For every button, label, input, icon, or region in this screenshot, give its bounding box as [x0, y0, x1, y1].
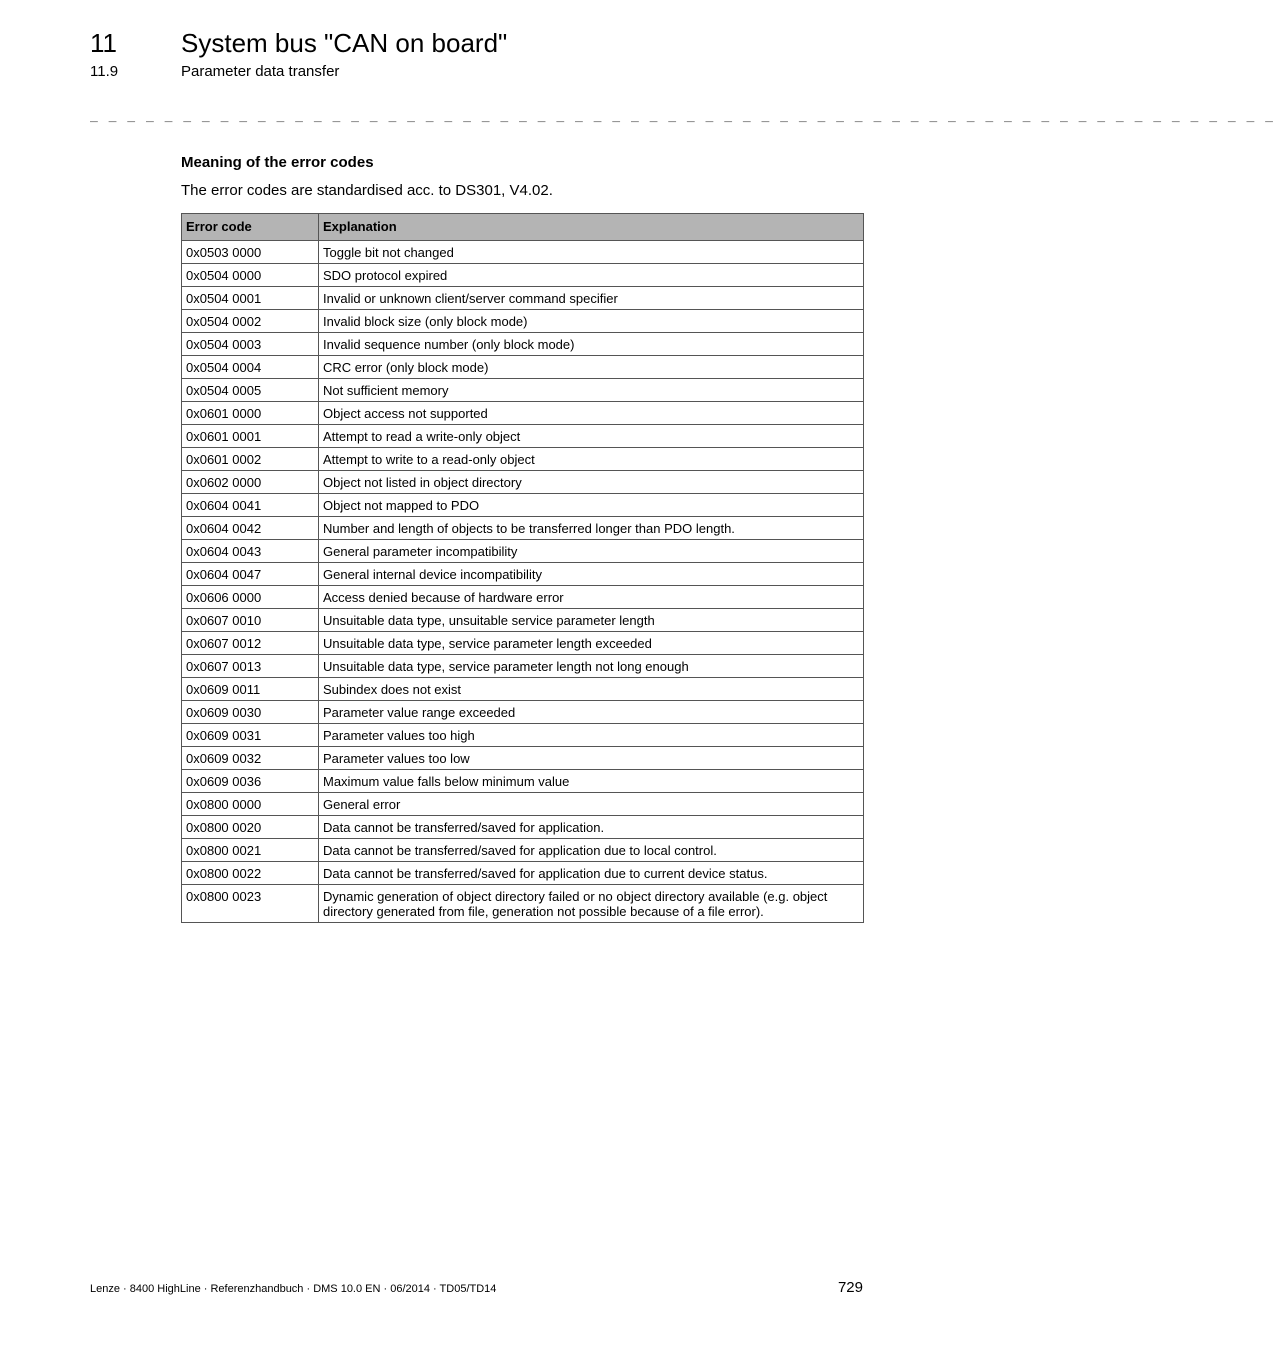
explanation-cell: Data cannot be transferred/saved for application due to current device status. — [319, 862, 864, 885]
table-row — [182, 287, 864, 310]
table-row — [182, 816, 864, 839]
table-row — [182, 264, 864, 287]
table-row — [182, 793, 864, 816]
table-row — [182, 425, 864, 448]
table-row — [182, 586, 864, 609]
table-row — [182, 563, 864, 586]
error-code-cell: 0x0800 0023 — [182, 885, 319, 923]
table-row — [182, 379, 864, 402]
table-row — [182, 494, 864, 517]
explanation-cell: General internal device incompatibility — [319, 563, 864, 586]
explanation-cell: Unsuitable data type, unsuitable service parameter length — [319, 609, 864, 632]
table-row — [182, 609, 864, 632]
error-code-cell: 0x0504 0002 — [182, 310, 319, 333]
column-header-explanation: Explanation — [319, 214, 864, 241]
explanation-cell: Parameter values too low — [319, 747, 864, 770]
chapter-number: 11 — [90, 28, 117, 58]
table-row — [182, 310, 864, 333]
error-code-cell: 0x0601 0000 — [182, 402, 319, 425]
error-code-cell: 0x0607 0012 — [182, 632, 319, 655]
error-code-cell: 0x0604 0042 — [182, 517, 319, 540]
error-code-cell: 0x0504 0005 — [182, 379, 319, 402]
explanation-cell: Attempt to read a write-only object — [319, 425, 864, 448]
explanation-cell: Unsuitable data type, service parameter length not long enough — [319, 655, 864, 678]
error-code-cell: 0x0609 0031 — [182, 724, 319, 747]
error-code-cell: 0x0602 0000 — [182, 471, 319, 494]
explanation-cell: Number and length of objects to be transferred longer than PDO length. — [319, 517, 864, 540]
explanation-cell: Dynamic generation of object directory failed or no object directory available (e.g. object directory generated from file, generation not possible because of a file error). — [319, 885, 864, 923]
error-code-cell: 0x0606 0000 — [182, 586, 319, 609]
table-row — [182, 747, 864, 770]
error-code-cell: 0x0604 0047 — [182, 563, 319, 586]
footer-document-info: Lenze · 8400 HighLine · Referenzhandbuch · DMS 10.0 EN · 06/2014 · TD05/TD14 — [90, 1283, 497, 1295]
column-header-error-code: Error code — [182, 214, 319, 241]
error-code-cell: 0x0609 0036 — [182, 770, 319, 793]
explanation-cell: Object access not supported — [319, 402, 864, 425]
table-row — [182, 241, 864, 264]
table-row — [182, 701, 864, 724]
error-code-cell: 0x0607 0010 — [182, 609, 319, 632]
table-row — [182, 862, 864, 885]
error-code-cell: 0x0607 0013 — [182, 655, 319, 678]
explanation-cell: Toggle bit not changed — [319, 241, 864, 264]
explanation-cell: Invalid sequence number (only block mode) — [319, 333, 864, 356]
section-heading: Meaning of the error codes — [181, 154, 374, 171]
error-code-cell: 0x0601 0001 — [182, 425, 319, 448]
explanation-cell: CRC error (only block mode) — [319, 356, 864, 379]
section-number: 11.9 — [90, 63, 119, 80]
explanation-cell: SDO protocol expired — [319, 264, 864, 287]
error-code-cell: 0x0601 0002 — [182, 448, 319, 471]
explanation-cell: Parameter value range exceeded — [319, 701, 864, 724]
table-row — [182, 839, 864, 862]
table-body — [182, 241, 864, 923]
table-row — [182, 356, 864, 379]
table-header-row — [182, 214, 864, 241]
explanation-cell: Data cannot be transferred/saved for application due to local control. — [319, 839, 864, 862]
table-row — [182, 770, 864, 793]
header-divider: _ _ _ _ _ _ _ _ _ _ _ _ _ _ _ _ _ _ _ _ _ _ _ _ _ _ _ _ _ _ _ _ _ _ _ _ _ _ _ _ _ _ _ _ _ _ _ _ _ _ _ _ _ _ _ _ _ _ _ _ _ _ _ _ — [90, 108, 1275, 123]
explanation-cell: Maximum value falls below minimum value — [319, 770, 864, 793]
explanation-cell: Unsuitable data type, service parameter length exceeded — [319, 632, 864, 655]
error-codes-table — [181, 213, 864, 923]
explanation-cell: Invalid or unknown client/server command specifier — [319, 287, 864, 310]
error-code-cell: 0x0609 0030 — [182, 701, 319, 724]
table-row — [182, 333, 864, 356]
error-code-cell: 0x0604 0041 — [182, 494, 319, 517]
explanation-cell: Not sufficient memory — [319, 379, 864, 402]
chapter-title: System bus "CAN on board" — [181, 28, 508, 58]
table-row — [182, 724, 864, 747]
error-code-cell: 0x0504 0001 — [182, 287, 319, 310]
table-row — [182, 448, 864, 471]
explanation-cell: General error — [319, 793, 864, 816]
page-number: 729 — [837, 1279, 863, 1296]
explanation-cell: General parameter incompatibility — [319, 540, 864, 563]
error-code-cell: 0x0604 0043 — [182, 540, 319, 563]
explanation-cell: Access denied because of hardware error — [319, 586, 864, 609]
error-code-cell: 0x0504 0003 — [182, 333, 319, 356]
intro-text: The error codes are standardised acc. to DS301, V4.02. — [181, 182, 553, 199]
table-row — [182, 402, 864, 425]
error-code-cell: 0x0504 0000 — [182, 264, 319, 287]
explanation-cell: Subindex does not exist — [319, 678, 864, 701]
table-row — [182, 517, 864, 540]
error-code-cell: 0x0503 0000 — [182, 241, 319, 264]
table-row — [182, 540, 864, 563]
error-code-cell: 0x0800 0020 — [182, 816, 319, 839]
explanation-cell: Attempt to write to a read-only object — [319, 448, 864, 471]
section-title: Parameter data transfer — [181, 63, 340, 80]
error-code-cell: 0x0800 0021 — [182, 839, 319, 862]
table-row — [182, 678, 864, 701]
error-code-cell: 0x0609 0011 — [182, 678, 319, 701]
error-code-cell: 0x0504 0004 — [182, 356, 319, 379]
explanation-cell: Parameter values too high — [319, 724, 864, 747]
error-code-cell: 0x0800 0022 — [182, 862, 319, 885]
table-row — [182, 471, 864, 494]
explanation-cell: Data cannot be transferred/saved for application. — [319, 816, 864, 839]
explanation-cell: Object not mapped to PDO — [319, 494, 864, 517]
table-row — [182, 885, 864, 923]
explanation-cell: Invalid block size (only block mode) — [319, 310, 864, 333]
error-code-cell: 0x0609 0032 — [182, 747, 319, 770]
error-code-cell: 0x0800 0000 — [182, 793, 319, 816]
table-row — [182, 632, 864, 655]
explanation-cell: Object not listed in object directory — [319, 471, 864, 494]
table-row — [182, 655, 864, 678]
